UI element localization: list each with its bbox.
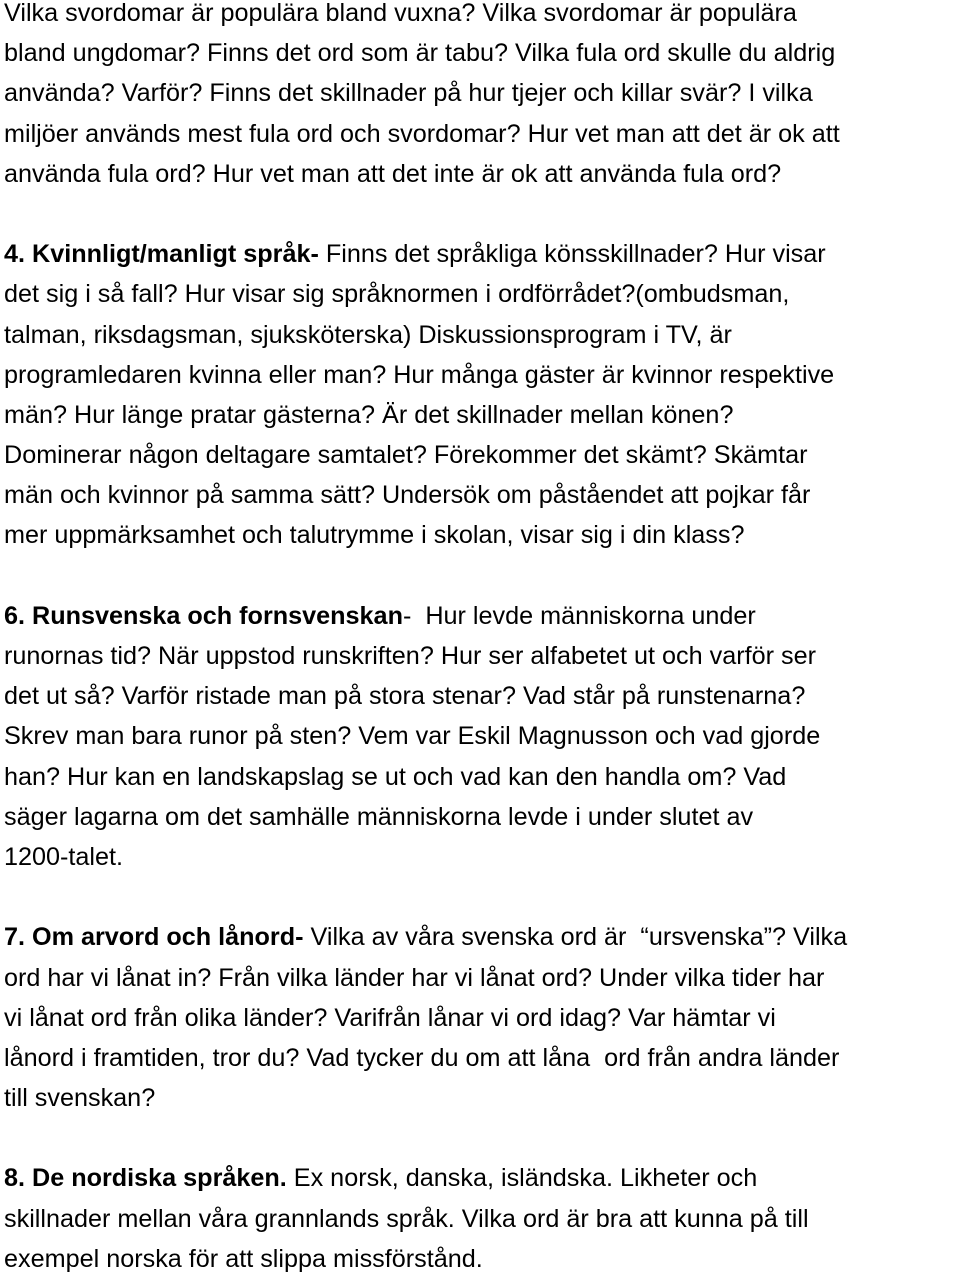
paragraph-1 [4, 0, 960, 194]
body-text: Vilka svordomar är populära bland vuxna? Vilka svordomar är populära [4, 0, 797, 27]
body-text: exempel norska för att slippa missförstånd. [4, 1244, 483, 1273]
body-text: 1200-talet. [4, 842, 124, 871]
section-heading: 4. Kvinnligt/manligt språk- [4, 240, 319, 269]
body-text: bland ungdomar? Finns det ord som är tabu? Vilka fula ord skulle du aldrig [4, 39, 836, 68]
body-text: Skrev man bara runor på sten? Vem var Eskil Magnusson och vad gjorde [4, 722, 821, 751]
body-text: miljöer används mest fula ord och svordomar? Hur vet man att det är ok att [4, 119, 840, 148]
text-line [4, 274, 960, 314]
text-line [4, 1239, 960, 1279]
body-text: programledaren kvinna eller man? Hur många gäster är kvinnor respektive [4, 360, 835, 389]
text-line [4, 676, 960, 716]
body-text: säger lagarna om det samhälle människorna levde i under slutet av [4, 802, 754, 831]
body-text: till svenskan? [4, 1084, 156, 1113]
text-line [4, 234, 960, 274]
paragraph-5 [4, 1158, 960, 1279]
text-line [4, 515, 960, 555]
text-line [4, 154, 960, 194]
text-line [4, 757, 960, 797]
text-line [4, 114, 960, 154]
body-text: ord har vi lånat in? Från vilka länder har vi lånat ord? Under vilka tider har [4, 963, 825, 992]
body-text: Dominerar någon deltagare samtalet? Förekommer det skämt? Skämtar [4, 441, 808, 470]
paragraph-3 [4, 596, 960, 877]
text-line [4, 636, 960, 676]
paragraph-gap [4, 556, 960, 596]
text-line [4, 315, 960, 355]
body-text: lånord i framtiden, tror du? Vad tycker du om att låna ord från andra länder [4, 1043, 840, 1072]
text-line [4, 797, 960, 837]
text-line [4, 958, 960, 998]
paragraph-gap [4, 877, 960, 917]
text-line [4, 917, 960, 957]
paragraph-gap [4, 1118, 960, 1158]
section-heading: 6. Runsvenska och fornsvenskan [4, 601, 403, 630]
text-line [4, 0, 960, 33]
text-line [4, 395, 960, 435]
text-line [4, 1199, 960, 1239]
text-line [4, 596, 960, 636]
body-text: vi lånat ord från olika länder? Varifrån lånar vi ord idag? Var hämtar vi [4, 1003, 776, 1032]
body-text: använda? Varför? Finns det skillnader på hur tjejer och killar svär? I vilka [4, 79, 813, 108]
body-text: män? Hur länge pratar gästerna? Är det skillnader mellan könen? [4, 400, 734, 429]
body-text: Ex norsk, danska, isländska. Likheter och [286, 1164, 758, 1193]
body-text: det sig i så fall? Hur visar sig språknormen i ordförrådet?(ombudsman, [4, 280, 790, 309]
text-line [4, 73, 960, 113]
text-line [4, 33, 960, 73]
body-text: använda fula ord? Hur vet man att det inte är ok att använda fula ord? [4, 159, 782, 188]
text-line [4, 837, 960, 877]
text-line [4, 1038, 960, 1078]
body-text: talman, riksdagsman, sjuksköterska) Diskussionsprogram i TV, är [4, 320, 732, 349]
text-line [4, 716, 960, 756]
text-line [4, 475, 960, 515]
body-text: han? Hur kan en landskapslag se ut och vad kan den handla om? Vad [4, 762, 787, 791]
section-heading: 7. Om arvord och lånord- [4, 923, 304, 952]
paragraph-4 [4, 917, 960, 1118]
text-line [4, 435, 960, 475]
text-line [4, 1078, 960, 1118]
body-text: män och kvinnor på samma sätt? Undersök om påståendet att pojkar får [4, 481, 811, 510]
section-heading: 8. De nordiska språken. [4, 1164, 287, 1193]
body-text: det ut så? Varför ristade man på stora stenar? Vad står på runstenarna? [4, 682, 806, 711]
text-line [4, 355, 960, 395]
body-text: mer uppmärksamhet och talutrymme i skolan, visar sig i din klass? [4, 521, 745, 550]
text-line [4, 1158, 960, 1198]
body-text: - Hur levde människorna under [402, 601, 756, 630]
text-line [4, 998, 960, 1038]
body-text: skillnader mellan våra grannlands språk. Vilka ord är bra att kunna på till [4, 1204, 809, 1233]
paragraph-2 [4, 234, 960, 556]
body-text: runornas tid? När uppstod runskriften? Hur ser alfabetet ut och varför ser [4, 642, 817, 670]
paragraph-gap [4, 194, 960, 234]
body-text: Finns det språkliga könsskillnader? Hur visar [318, 240, 826, 269]
document-page [4, 0, 960, 1279]
body-text: Vilka av våra svenska ord är “ursvenska”? Vilka [303, 923, 848, 952]
